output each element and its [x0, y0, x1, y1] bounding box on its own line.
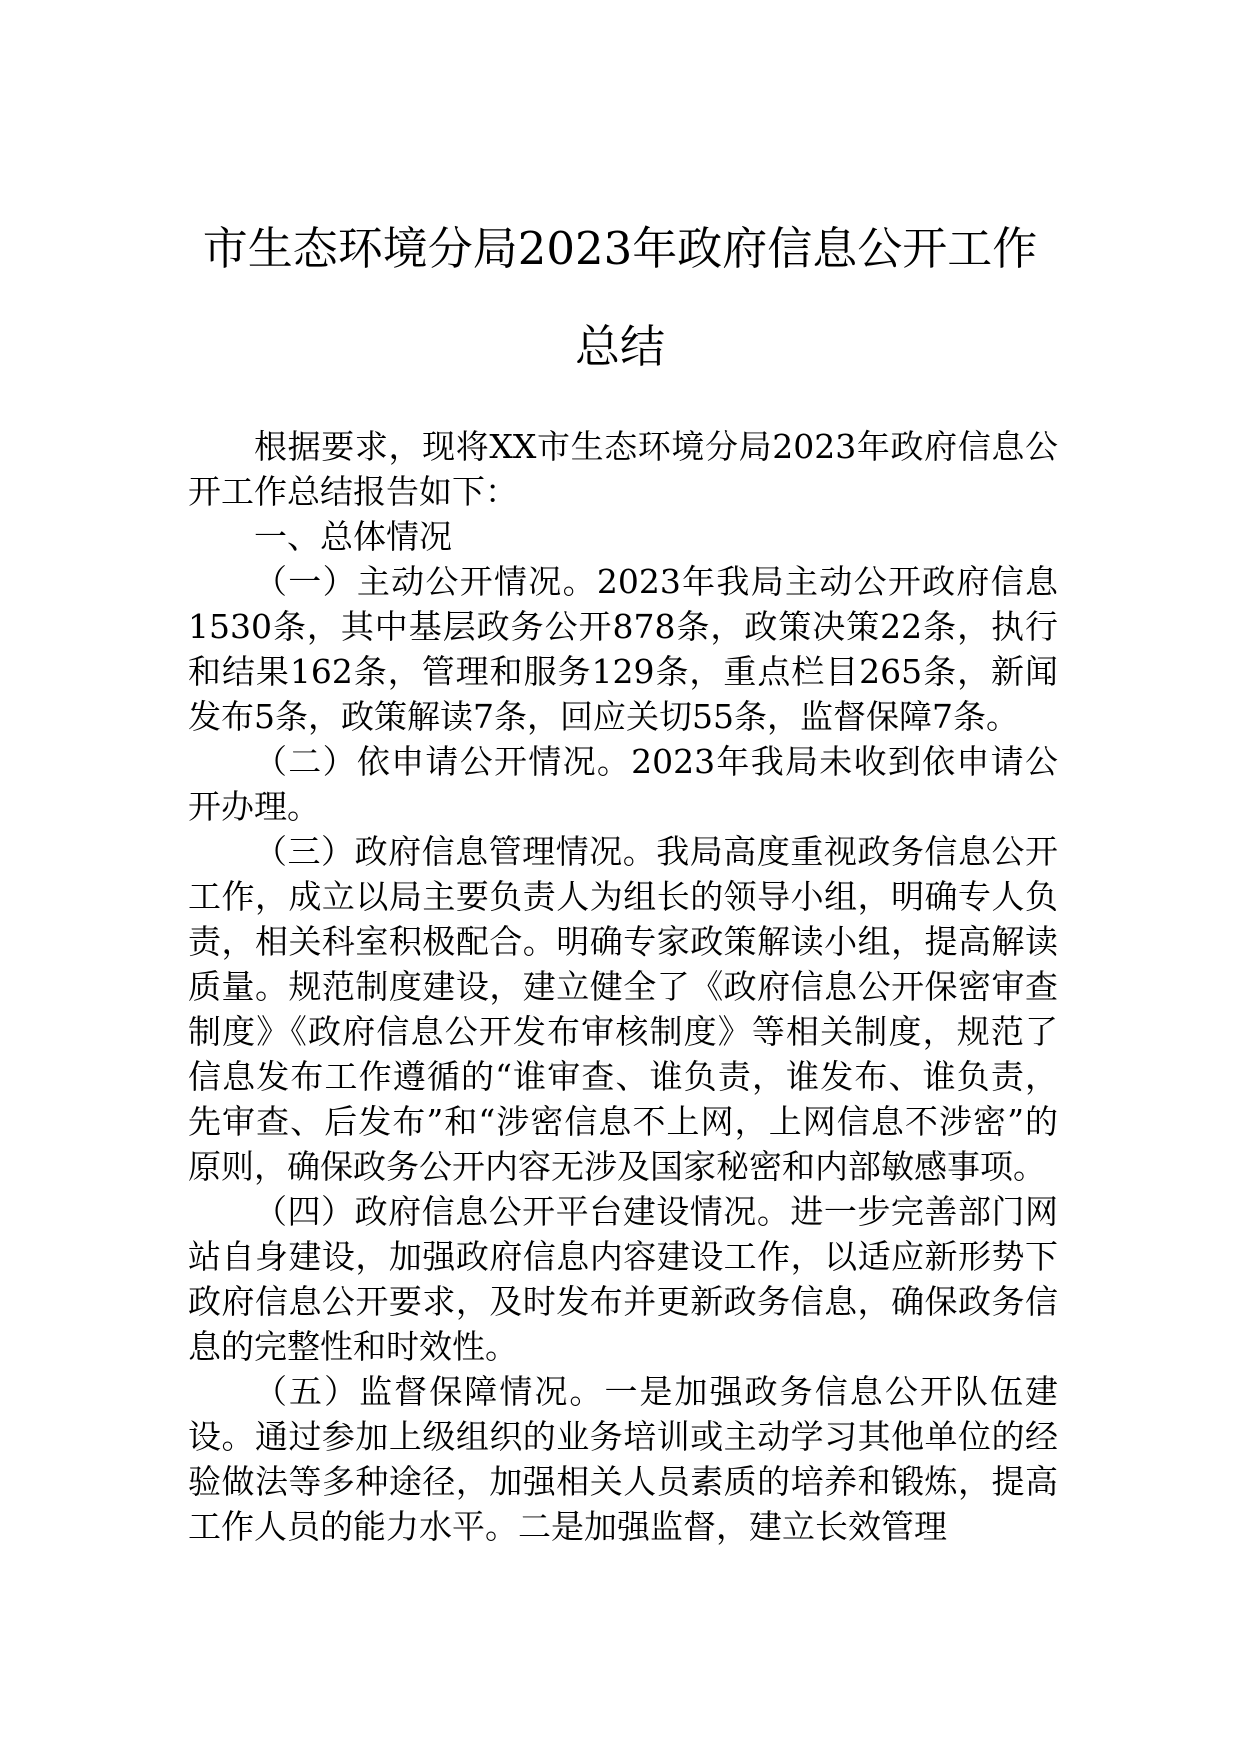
paragraph-application-disclosure: （二）依申请公开情况。2023年我局未收到依申请公开办理。 — [188, 742, 1058, 826]
intro-paragraph: 根据要求，现将XX市生态环境分局2023年政府信息公开工作总结报告如下： — [188, 427, 1058, 511]
paragraph-info-management: （三）政府信息管理情况。我局高度重视政务信息公开工作，成立以局主要负责人为组长的领导小组，明确专人负责，相关科室积极配合。明确专家政策解读小组，提高解读质量。规范制度建设，建立健全了《政府信息公开保密审查制度》《政府信息公开发布审核制度》等相关制度，规范了信息发布工作遵循的“谁审查、谁负责，谁发布、谁负责，先审查、后发布”和“涉密信息不上网，上网信息不涉密”的原则，确保政务公开内容无涉及国家秘密和内部敏感事项。 — [188, 832, 1058, 1186]
section-heading-overall: 一、总体情况 — [254, 517, 452, 556]
paragraph-supervision: （五）监督保障情况。一是加强政务信息公开队伍建设。通过参加上级组织的业务培训或主动学习其他单位的经验做法等多种途径，加强相关人员素质的培养和锻炼，提高工作人员的能力水平。二是加强监督，建立长效管理 — [188, 1372, 1058, 1546]
title-line-2: 总结 — [574, 320, 665, 373]
document-title — [160, 200, 1080, 396]
paragraph-platform-construction: （四）政府信息公开平台建设情况。进一步完善部门网站自身建设，加强政府信息内容建设工作，以适应新形势下政府信息公开要求，及时发布并更新政务信息，确保政务信息的完整性和时效性。 — [188, 1192, 1058, 1366]
paragraph-active-disclosure: （一）主动公开情况。2023年我局主动公开政府信息1530条，其中基层政务公开878条，政策决策22条，执行和结果162条，管理和服务129条，重点栏目265条，新闻发布5条，政策解读7条，回应关切55条，监督保障7条。 — [188, 562, 1058, 736]
title-line-1: 市生态环境分局2023年政府信息公开工作 — [202, 222, 1038, 275]
document-body — [188, 424, 1058, 1549]
